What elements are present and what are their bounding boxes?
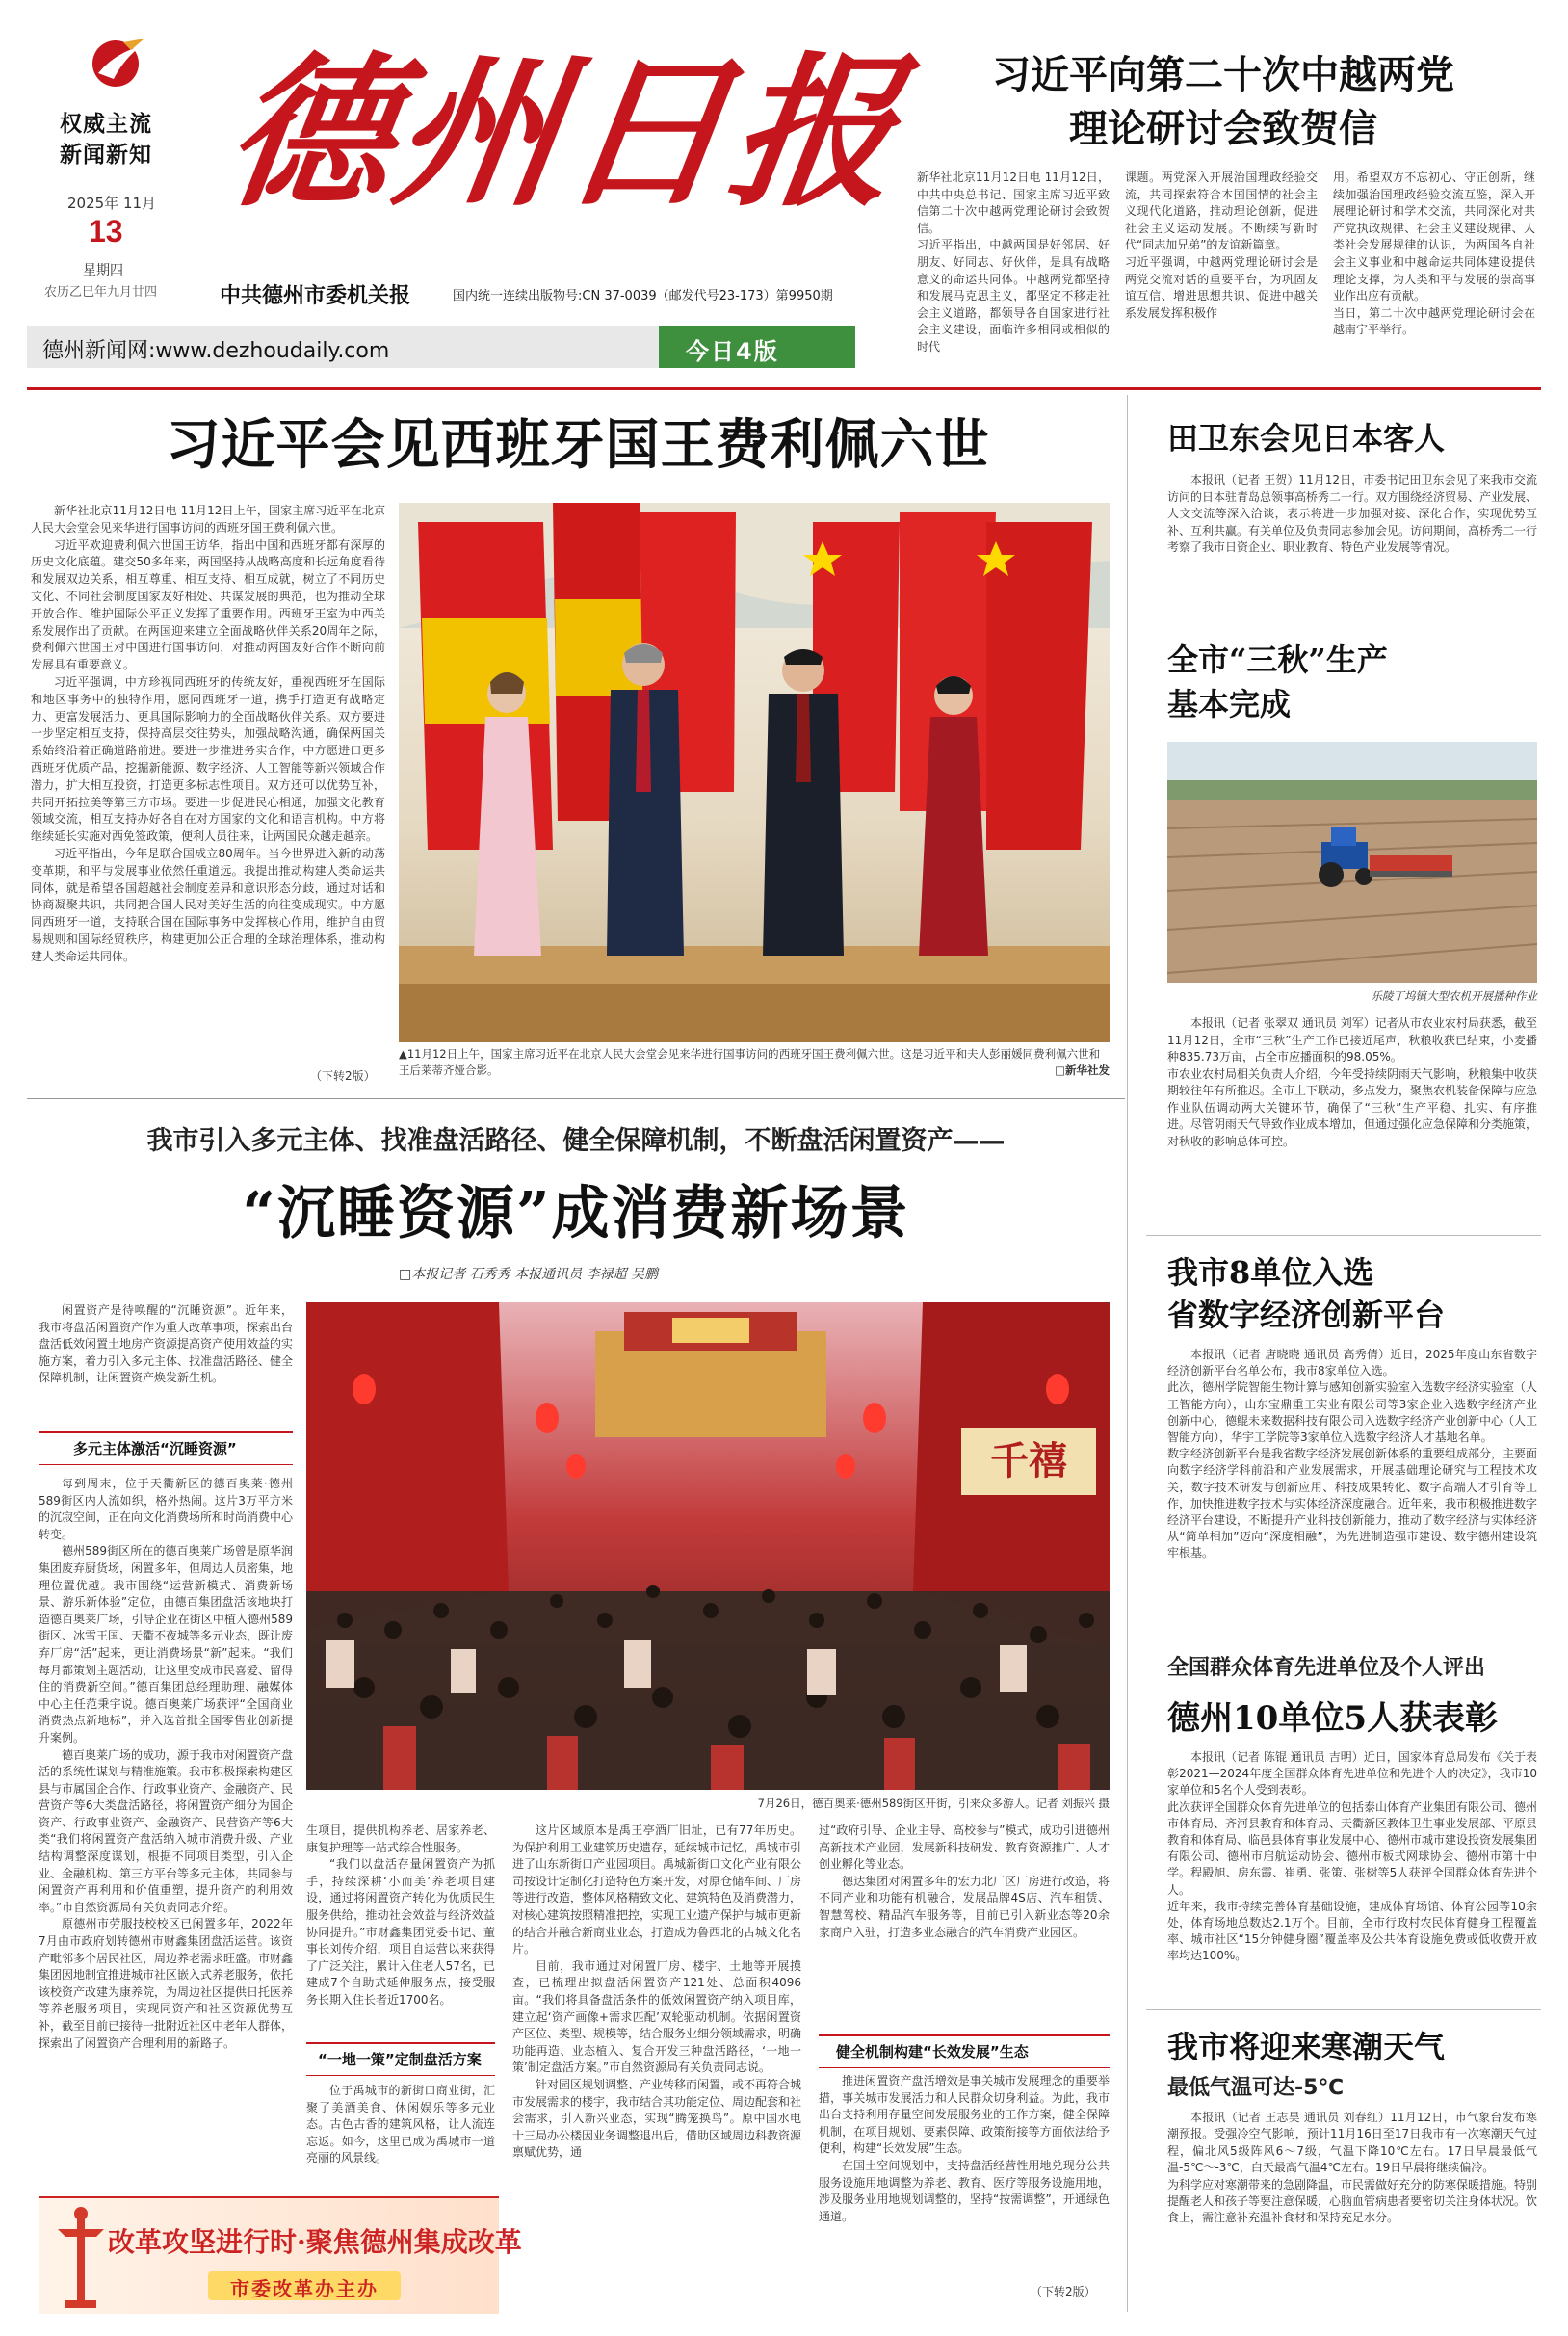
feature-sub-2 [306, 2042, 495, 2076]
lead-continued: （下转2版） [306, 1067, 376, 1084]
feature-col-a [39, 1476, 293, 2285]
slogan-line-2: 新闻新知 [60, 143, 152, 168]
newspaper-title: 德州日报 [215, 37, 914, 229]
top-story-col-3: 用。希望双方不忘初心、守正创新，继续加强治国理政经验交流互鉴，深入开展理论研讨和学术交流，共同深化对共产党执政规律、社会主义建设规律、人类社会发展规律的认识，为两国各自社会主义事业和中越命运共同体建设提供理论支撑，为人类和平与发展的崇高事业作出应有贡献。 当日，第二十次中越两党理论研讨会在越南宁平举行。 [1333, 171, 1535, 337]
lead-paragraph: 新华社北京11月12日电 11月12日上午，国家主席习近平在北京人民大会堂会见来华进行国事访问的西班牙国王费利佩六世。 [31, 504, 385, 535]
col-d-paragraph: 过“政府引导、企业主导、高校参与”模式，成功引进德州高新技术产业园，发展新科技研发、教育资源推广、人才创业孵化等业态。 [819, 1824, 1110, 1872]
feature-photo-illustration [306, 1302, 1110, 1790]
col-d2-paragraph: 推进闲置资产盘活增效是事关城市发展理念的重要举措，事关城市发展活力和人民群众切身利益。为此，我市出台支持利用存量空间发展服务业的工作方案，健全保障机制，在项目规划、要素保障、政策衔接等方面依法给予便利，构建“长效发展”生态。 [819, 2074, 1110, 2156]
feature-photo [306, 1302, 1110, 1790]
pages-label: 今日4版 [686, 338, 779, 365]
person-2 [607, 643, 684, 956]
side-5-text: 本报讯（记者 王志昊 通讯员 刘春红）11月12日，市气象台发布寒潮预报。受强冷空气影响，预计11月16日至17日我市有一次寒潮天气过程，偏北风5级阵风6～7级，气温下降10℃左右。17日早晨最低气温-5℃～-3℃，白天最高气温4℃左右。19日早晨将继续偏冷。 为科学应对寒潮带来的急剧降温，市民需做好充分的防寒保暖措施。特别提醒老人和孩子等要注意保暖，心脑血管病患者要密切关注身体状况。饮食上，需注意补充温补食材和保持充足水分。 [1167, 2111, 1537, 2225]
side-4-title: 德州10单位5人获表彰 [1167, 1699, 1498, 1738]
side-3-title-2: 省数字经济创新平台 [1167, 1297, 1446, 1333]
feature-lead: 闲置资产是待唤醒的“沉睡资源”。近年来，我市将盘活闲置资产作为重大改革事项，探索出台盘活低效闲置土地房产资源提高资产使用效益的实施方案，着力引入多元主体、找准盘活路径、健全保障机制，让闲置资产焕发新生机。 [39, 1303, 293, 1384]
lead-story-text [31, 503, 385, 1089]
col-a-paragraph: 德百奥莱广场的成功，源于我市对闲置资产盘活的系统性谋划与精准施策。我市积极探索构建区县与市属国企合作、行政事业资产、金融资产、民营资产等6大类盘活路径，将闲置资产细分为国企资产、行政事业资产、金融资产、民营资产等6大类“我们将闲置资产盘活纳入城市消费升级、产业结构调整深度谋划，根据不同项目类型，引入企业、金融机构、第三方平台等多元主体，共同参与闲置资产再利用和价值重塑，提升资产的利用效率。”市自然资源局有关负责同志介绍。 [39, 1747, 293, 1914]
lead-photo [399, 503, 1110, 1042]
side-4-kicker: 全国群众体育先进单位及个人评出 [1167, 1656, 1486, 1680]
col-a-paragraph: 原德州市劳服技校校区已闲置多年，2022年7月由市政府划转德州市财鑫集团盘活运营。该资产毗邻多个居民社区，周边养老需求旺盛。市财鑫集团因地制宜推进城市社区嵌入式养老服务，依托该校资产改建为康养院，为周边社区提供日托医养等养老服务项目，实现同资产和社区资源优势互补，截至目前已接待一批附近社区中老年人群体，探索出了闲置资产合理利用的新路子。 [39, 1917, 293, 2050]
banner-line-2: 市委改革办主办 [230, 2277, 379, 2300]
side-4-text: 本报讯（记者 陈锟 通讯员 吉明）近日，国家体育总局发布《关于表彰2021—2024年度全国群众体育先进单位和先进个人的决定》，我市10家单位和5名个人受到表彰。 此次获评全国群众体育先进单位的包括泰山体育产业集团有限公司、德州市体育局、齐河县教育和体育局、天衢新区教体卫生事业发展部、平原县教育和体育局、临邑县体育事业发展中心、德州市城市建设投资发展集团有限公司、德州市启航运动协会、德州市板式网球协会、德州市第十中学。程殿旭、房东霞、崔勇、张策、张树等5人获评全国群众体育先进个人。 近年来，我市持续完善体育基础设施，建成体育场馆、体育公园等10余处，体育场地总数达2.1万个。目前，全市行政村农民体育健身工程覆盖率、城市社区“15分钟健身圈”覆盖率及公共体育设施免费或低收费开放率均达100%。 [1167, 1750, 1537, 1963]
top-story-col-2: 课题。两党深入开展治国理政经验交流，共同探索符合本国国情的社会主义现代化道路，推动理论创新，促进社会主义运动发展。不断续写新时代“同志加兄弟”的友谊新篇章。 习近平强调，中越两党理论研讨会是两党交流对话的重要平台，为巩固友谊互信、增进思想共识、促进中越关系发展发挥积极作 [1125, 171, 1318, 320]
subhead-3: 健全机制构建“长效发展”生态 [836, 2043, 1029, 2060]
lead-paragraph: 习近平强调，中方珍视同西班牙的传统友好，重视西班牙在国际和地区事务中的独特作用，愿同西班牙一道，携手打造更有战略定力、更富发展活力、更具国际影响力的全面战略伙伴关系。双方要进一步坚定相互支持，保持高层交往势头，加强战略沟通，确保两国关系始终沿着正确道路前进。要进一步推进务实合作，中方愿进口更多西班牙优质产品，挖掘新能源、数字经济、人工智能等新兴领域合作潜力，扩大相互投资，打造更多标志性项目。双方还可以优势互补，共同开拓拉美等第三方市场。要进一步促进民心相通，加强文化教育领域交流，相互支持办好各自在对方国家的文化和语言机构。中方将继续延长实施对西免签政策，便利人员往来，让两国民众越走越亲。 [31, 674, 385, 844]
lead-paragraph: 习近平指出，今年是联合国成立80周年。当今世界进入新的动荡变革期，和平与发展事业依然任重道远。我提出推动构建人类命运共同体，就是希望各国超越社会制度差异和意识形态分歧，通过对话和协商凝聚共识，共同把合国人民对美好生活的向往变成现实。中方愿同西班牙一道，支持联合国在国际事务中发挥核心作用，维护自由贸易规则和国际经贸秩序，构建更加公正合理的全球治理体系，推动构建人类命运共同体。 [31, 846, 385, 963]
col-a-paragraph: 每到周末，位于天衢新区的德百奥莱·德州589街区内人流如织，格外热闹。这片3万平方米的沉寂空间，正在向文化消费场所和时尚消费中心转变。 [39, 1477, 293, 1541]
side-1-title: 田卫东会见日本客人 [1167, 420, 1446, 457]
feature-continued: （下转2版） [1031, 2285, 1096, 2298]
date-year-month: 2025年 11月 [67, 195, 157, 212]
col-b-paragraph: 生项目，提供机构养老、居家养老、康复护理等一站式综合性服务。 [306, 1824, 495, 1854]
side-3-text: 本报讯（记者 唐晓晓 通讯员 高秀倩）近日，2025年度山东省数字经济创新平台名单公布，我市8家单位入选。 此次，德州学院智能生物计算与感知创新实验室入选数字经济实验室（人工智能方向），山东宝鼎重工实业有限公司等3家企业入选数字经济产业创新中心，德鲲未来数据科技有限公司入选数字经济产业创新中心（人工智能方向），华宇工学院等3家单位入选数字经济人才基地名单。 数字经济创新平台是我省数字经济发展创新体系的重要组成部分，主要面向数字经济学科前沿和产业发展需求，开展基础理论研究与工程技术攻关，数字技术研发与创新应用、科技成果转化、数字高端人才引育等工作，加快推进数字技术与实体经济深度融合。近年来，我市积极推进数字经济平台建设，不断提升产业科技创新能力，推动了数字经济与实体经济从“简单相加”迈向“深度相融”，为先进制造强市建设、数字德州建设筑牢根基。 [1167, 1348, 1537, 1561]
side-3-title-1: 我市8单位入选 [1167, 1254, 1374, 1291]
top-story-headline-2: 理论研讨会致贺信 [1069, 106, 1377, 151]
col-d-paragraph: 德达集团对闲置多年的宏力北厂区厂房进行改造，将不同产业和功能有机融合，发展品牌4S店、汽车租赁、智慧驾校、精品汽车服务等，目前已引入新业态等20余家商户入驻，打造多业态融合的汽车消费产业园区。 [819, 1874, 1110, 1939]
newspaper-logo-icon [85, 35, 152, 91]
col-c-paragraph: 针对园区规划调整、产业转移而闲置，或不再符合城市发展需求的楼宇，我市结合其功能定位、周边配套和社会需求，引入新兴业态，实现“腾笼换鸟”。原中国水电十三局办公楼因业务调整退出后，借助区域周边科教资源禀赋优势，通 [512, 2077, 801, 2160]
svg-text:千禧: 千禧 [990, 1438, 1067, 1483]
feature-sub-3 [819, 2034, 1110, 2068]
lead-photo-caption [399, 1046, 1110, 1079]
farm-photo-caption: 乐陵丁坞镇大型农机开展播种作业 [1371, 989, 1537, 1003]
date-day: 13 [89, 214, 123, 249]
col-a-paragraph: 德州589街区所在的德百奥莱广场曾是原华润集团废弃厨货场，闲置多年，但周边人员密集，地理位置优越。我市围绕“运营新模式、消费新场景、游乐新体验”定位，由德百集团盘活该地块打造德百奥莱广场，引导企业在街区中植入德州589街区、冰雪王国、天衢不夜城等多元业态，既让废弃厂房“活”起来，更让消费场景“新”起来。“我们每月都策划主题活动，让这里变成市民喜爱、留得住的消费新空间。”德百集团总经理助理、融媒体中心主任范秉宇说。德百奥莱广场获评“全国商业消费热点新地标”，并入选首批全国零售业创新提升案例。 [39, 1544, 293, 1745]
photo-credit: □新华社发 [1055, 1063, 1110, 1077]
feature-photo-caption: 7月26日，德百奥莱·德州589街区开街，引来众多游人。记者 刘振兴 摄 [757, 1797, 1110, 1810]
feature-col-d [819, 1823, 1110, 2027]
publication-number: 国内统一连续出版物号:CN 37-0039（邮发代号23-173）第9950期 [453, 289, 833, 303]
website-link[interactable]: 德州新闻网:www.dezhoudaily.com [42, 339, 390, 363]
lead-paragraph: 习近平欢迎费利佩六世国王访华，指出中国和西班牙都有深厚的历史文化底蕴。建交50多年来，两国坚持从战略高度和长远角度看待和发展双边关系，相互尊重、相互支持、相互成就，树立了不同历史文化、不同社会制度国家友好相处、共谋发展的典范，也为推动全球开放合作、维护国际公平正义发挥了重要作用。西班牙王室为中西关系发展作出了贡献。在两国迎来建立全面战略伙伴关系20周年之际，费利佩六世国王对中国进行国事访问，对推动两国友好合作不断向前发展具有重要意义。 [31, 538, 385, 672]
farm-photo [1167, 742, 1537, 983]
subhead-2: “一地一策”定制盘活方案 [318, 2051, 482, 2068]
weekday: 星期四 [83, 263, 123, 278]
side-1-text: 本报讯（记者 王贺）11月12日，市委书记田卫东会见了来我市交流访问的日本驻青岛总领事高桥秀二一行。双方围绕经济贸易、产业发展、人文交流等深入洽谈，表示将进一步加强对接、深化合作，实现优势互补、互利共赢。有关单位及负责同志参加会见。访问期间，高桥秀二一行考察了我市日资企业、职业教育、特色产业发展等情况。 [1167, 473, 1537, 554]
farm-photo-illustration [1167, 742, 1537, 983]
organ-name: 中共德州市委机关报 [220, 283, 411, 308]
top-story-headline-1: 习近平向第二十次中越两党 [992, 52, 1454, 97]
slogan-line-1: 权威主流 [60, 112, 152, 137]
feature-col-d2 [819, 2073, 1110, 2279]
column-divider [1127, 395, 1128, 2312]
feature-col-c [512, 1823, 801, 2285]
feature-col-b [306, 1823, 495, 2036]
col-c-paragraph: 目前，我市通过对闲置厂房、楼宇、土地等开展摸查，已梳理出拟盘活闲置资产121处、总面积4096亩。“我们将具备盘活条件的低效闲置资产纳入项目库，建立起‘资产画像+需求匹配’双轮驱动机制。依据闲置资产区位、类型、规模等，结合服务业细分领域需求，明确功能再造、业态植入、复合开发三种盘活路径，‘一地一策’制定盘活方案。”市自然资源局有关负责同志说。 [512, 1958, 801, 2075]
lead-headline: 习近平会见西班牙国王费利佩六世 [166, 413, 990, 477]
feature-sub-1 [39, 1431, 293, 1465]
side-2-text: 本报讯（记者 张翠双 通讯员 刘军）记者从市农业农村局获悉，截至11月12日，全市“三秋”生产工作已接近尾声，秋粮收获已结束，小麦播种835.73万亩，占全市应播面积的98.05%。 市农业农村局相关负责人介绍，今年受持续阴雨天气影响，秋粮集中收获期较往年有所推迟。全市上下联动，多点发力，聚焦农机装备保障与应急作业队伍调动两大关键环节，确保了“三秋”生产平稳、扎实、有序推进。尽管阴雨天气导致作业成本增加，但通过强化应急保障和分类施策，对秋收的影响总体可控。 [1167, 1016, 1537, 1148]
subhead-1: 多元主体激活“沉睡资源” [73, 1440, 237, 1457]
divider [27, 1098, 1125, 1099]
person-3 [763, 649, 844, 956]
col-d2-paragraph: 在国土空间规划中，支持盘活经营性用地兑现分公共服务设施用地调整为养老、教育、医疗等服务设施用地，涉及服务业用地规划调整的，坚持“按需调整”，开通绿色通道。 [819, 2158, 1110, 2223]
feature-byline: □本报记者 石秀秀 本报通讯员 李禄超 吴鹏 [399, 1267, 659, 1282]
lunar-date: 农历乙巳年九月廿四 [44, 285, 158, 300]
col-b-paragraph: “我们以盘活存量闲置资产为抓手，持续深耕‘小而美’养老项目建设，通过将闲置资产转化为优质民生服务供给，推动社会效益与经济效益协同提升。”市财鑫集团党委书记、董事长刘传介绍，项目自运营以来获得了广泛关注，累计入住老人57名，已建成7个自助式延伸服务点，接受服务长期入住长者近1700名。 [306, 1857, 495, 2007]
huabiao-pillar-icon [52, 2204, 110, 2310]
side-5-title: 我市将迎来寒潮天气 [1167, 2029, 1446, 2065]
side-2-title-2: 基本完成 [1167, 686, 1292, 722]
divider [1146, 1235, 1541, 1236]
divider [1146, 2009, 1541, 2010]
caption-text: ▲11月12日上午，国家主席习近平在北京人民大会堂会见来华进行国事访问的西班牙国王费利佩六世。这是习近平和夫人彭丽媛同费利佩六世和王后莱蒂齐娅合影。 [399, 1047, 1101, 1077]
side-2-title-1: 全市“三秋”生产 [1167, 642, 1388, 678]
lead-photo-illustration [399, 503, 1110, 1042]
side-5-subtitle: 最低气温可达-5℃ [1167, 2076, 1345, 2100]
feature-headline: “沉睡资源”成消费新场景 [242, 1180, 910, 1247]
top-story-col-1: 新华社北京11月12日电 11月12日，中共中央总书记、国家主席习近平致信第二十次中越两党理论研讨会致贺信。 习近平指出，中越两国是好邻居、好朋友、好同志、好伙伴，是具有战略意义的命运共同体。中越两党都坚持和发展马克思主义，都坚定不移走社会主义道路，都领导各自国家进行社会主义建设，面临许多相同或相似的时代 [917, 171, 1110, 354]
masthead-rule [27, 387, 1541, 390]
reform-banner [39, 2196, 522, 2314]
feature-kicker: 我市引入多元主体、找准盘活路径、健全保障机制，不断盘活闲置资产—— [146, 1126, 1006, 1156]
banner-line-1: 改革攻坚进行时·聚焦德州集成改革 [108, 2226, 522, 2258]
top-story [905, 0, 1541, 385]
col-c-paragraph: 这片区域原本是禹王亭酒厂旧址，已有77年历史。为保护利用工业建筑历史遗存，延续城市记忆，禹城市引进了山东新街口产业园项目。禹城新街口文化产业有限公司按设计定制化打造特色方案开发，对原仓储车间、厂房等进行改造，整体风格精致文化、建筑特色及消费潜力，对核心建筑按照精准把控，实现工业遗产保护与城市更新的结合并融合新商业业态，打造成为鲁西北的古城文化名片。 [512, 1824, 801, 1956]
feature-col-b2: 位于禹城市的新街口商业街，汇聚了美酒美食、休闲娱乐等多元业态。古色古香的建筑风格，让人流连忘返。如今，这里已成为禹城市一道亮丽的风景线。 [306, 2084, 495, 2165]
